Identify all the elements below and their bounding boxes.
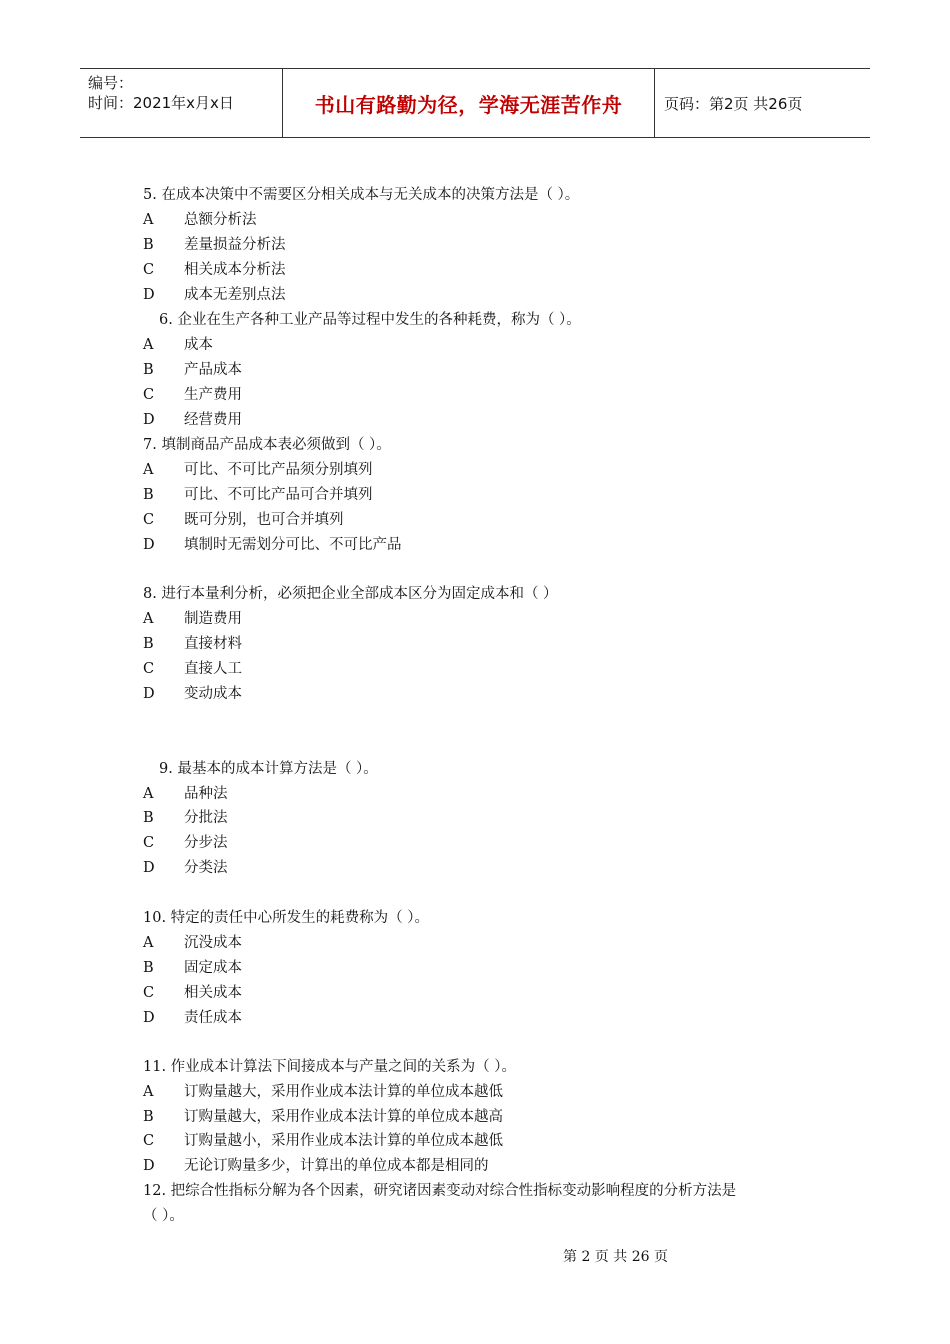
option-text: 相关成本分析法 xyxy=(184,262,286,278)
option-text: 订购量越大，采用作业成本法计算的单位成本越高 xyxy=(184,1109,503,1125)
page-label: 页码：第2页 共26页 xyxy=(664,94,803,113)
option-letter: B xyxy=(143,810,154,826)
option-text: 固定成本 xyxy=(184,960,242,976)
question-stem: 6. 企业在生产各种工业产品等过程中发生的各种耗费，称为（ ）。 xyxy=(159,312,581,328)
option-letter: C xyxy=(143,835,155,851)
option-letter: D xyxy=(143,412,155,428)
option-text: 差量损益分析法 xyxy=(184,237,286,253)
option-text: 成本 xyxy=(184,337,213,353)
question-stem: 9. 最基本的成本计算方法是（ ）。 xyxy=(159,761,378,777)
option-letter: A xyxy=(143,935,154,951)
question-stem: 5. 在成本决策中不需要区分相关成本与无关成本的决策方法是（ ）。 xyxy=(143,187,580,203)
option-text: 订购量越小，采用作业成本法计算的单位成本越低 xyxy=(184,1133,503,1149)
option-text: 可比、不可比产品可合并填列 xyxy=(184,487,373,503)
footer-page-number: 第 2 页 共 26 页 xyxy=(563,1249,668,1265)
option-letter: C xyxy=(143,262,155,278)
option-text: 无论订购量多少，计算出的单位成本都是相同的 xyxy=(184,1158,489,1174)
option-letter: C xyxy=(143,661,155,677)
option-text: 品种法 xyxy=(184,786,228,802)
question-stem: 8. 进行本量利分析，必须把企业全部成本区分为固定成本和（ ） xyxy=(143,586,558,602)
option-text: 制造费用 xyxy=(184,611,242,627)
option-text: 既可分别，也可合并填列 xyxy=(184,512,344,528)
option-letter: A xyxy=(143,337,154,353)
option-letter: D xyxy=(143,1010,155,1026)
option-text: 订购量越大，采用作业成本法计算的单位成本越低 xyxy=(184,1084,503,1100)
option-letter: B xyxy=(143,960,154,976)
option-letter: C xyxy=(143,1133,155,1149)
option-text: 可比、不可比产品须分别填列 xyxy=(184,462,373,478)
page-header xyxy=(80,68,870,138)
option-letter: B xyxy=(143,1109,154,1125)
option-text: 分步法 xyxy=(184,835,228,851)
option-letter: A xyxy=(143,1084,154,1100)
option-letter: D xyxy=(143,287,155,303)
option-text: 相关成本 xyxy=(184,985,242,1001)
motto-text: 书山有路勤为径，学海无涯苦作舟 xyxy=(314,92,623,117)
option-text: 经营费用 xyxy=(184,412,242,428)
option-letter: B xyxy=(143,362,154,378)
option-text: 分批法 xyxy=(184,810,228,826)
option-letter: B xyxy=(143,487,154,503)
option-text: 分类法 xyxy=(184,860,228,876)
option-letter: A xyxy=(143,786,154,802)
option-letter: D xyxy=(143,1158,155,1174)
option-letter: B xyxy=(143,636,154,652)
option-text: 生产费用 xyxy=(184,387,242,403)
option-text: 直接人工 xyxy=(184,661,242,677)
question-stem: 12. 把综合性指标分解为各个因素，研究诸因素变动对综合性指标变动影响程度的分析方法是 xyxy=(143,1183,737,1199)
option-letter: A xyxy=(143,212,154,228)
option-letter: A xyxy=(143,611,154,627)
option-text: 直接材料 xyxy=(184,636,242,652)
option-text: 变动成本 xyxy=(184,686,242,702)
header-motto xyxy=(282,69,655,137)
option-letter: C xyxy=(143,387,155,403)
option-text: 填制时无需划分可比、不可比产品 xyxy=(184,537,402,553)
option-letter: B xyxy=(143,237,154,253)
question-stem-continuation: （ ）。 xyxy=(143,1208,184,1224)
option-letter: D xyxy=(143,860,155,876)
option-letter: C xyxy=(143,512,155,528)
option-text: 总额分析法 xyxy=(184,212,257,228)
question-stem: 11. 作业成本计算法下间接成本与产量之间的关系为（ ）。 xyxy=(143,1059,517,1075)
option-text: 沉没成本 xyxy=(184,935,242,951)
question-stem: 7. 填制商品产品成本表必须做到（ ）。 xyxy=(143,437,391,453)
question-stem: 10. 特定的责任中心所发生的耗费称为（ ）。 xyxy=(143,910,430,926)
option-text: 成本无差别点法 xyxy=(184,287,286,303)
header-page-info xyxy=(655,69,870,137)
option-text: 责任成本 xyxy=(184,1010,242,1026)
number-label: 编号： xyxy=(88,74,134,92)
time-label: 时间：2021年x月x日 xyxy=(88,94,234,112)
option-letter: C xyxy=(143,985,155,1001)
option-letter: A xyxy=(143,462,154,478)
option-text: 产品成本 xyxy=(184,362,242,378)
option-letter: D xyxy=(143,686,155,702)
header-meta xyxy=(80,69,282,137)
option-letter: D xyxy=(143,537,155,553)
